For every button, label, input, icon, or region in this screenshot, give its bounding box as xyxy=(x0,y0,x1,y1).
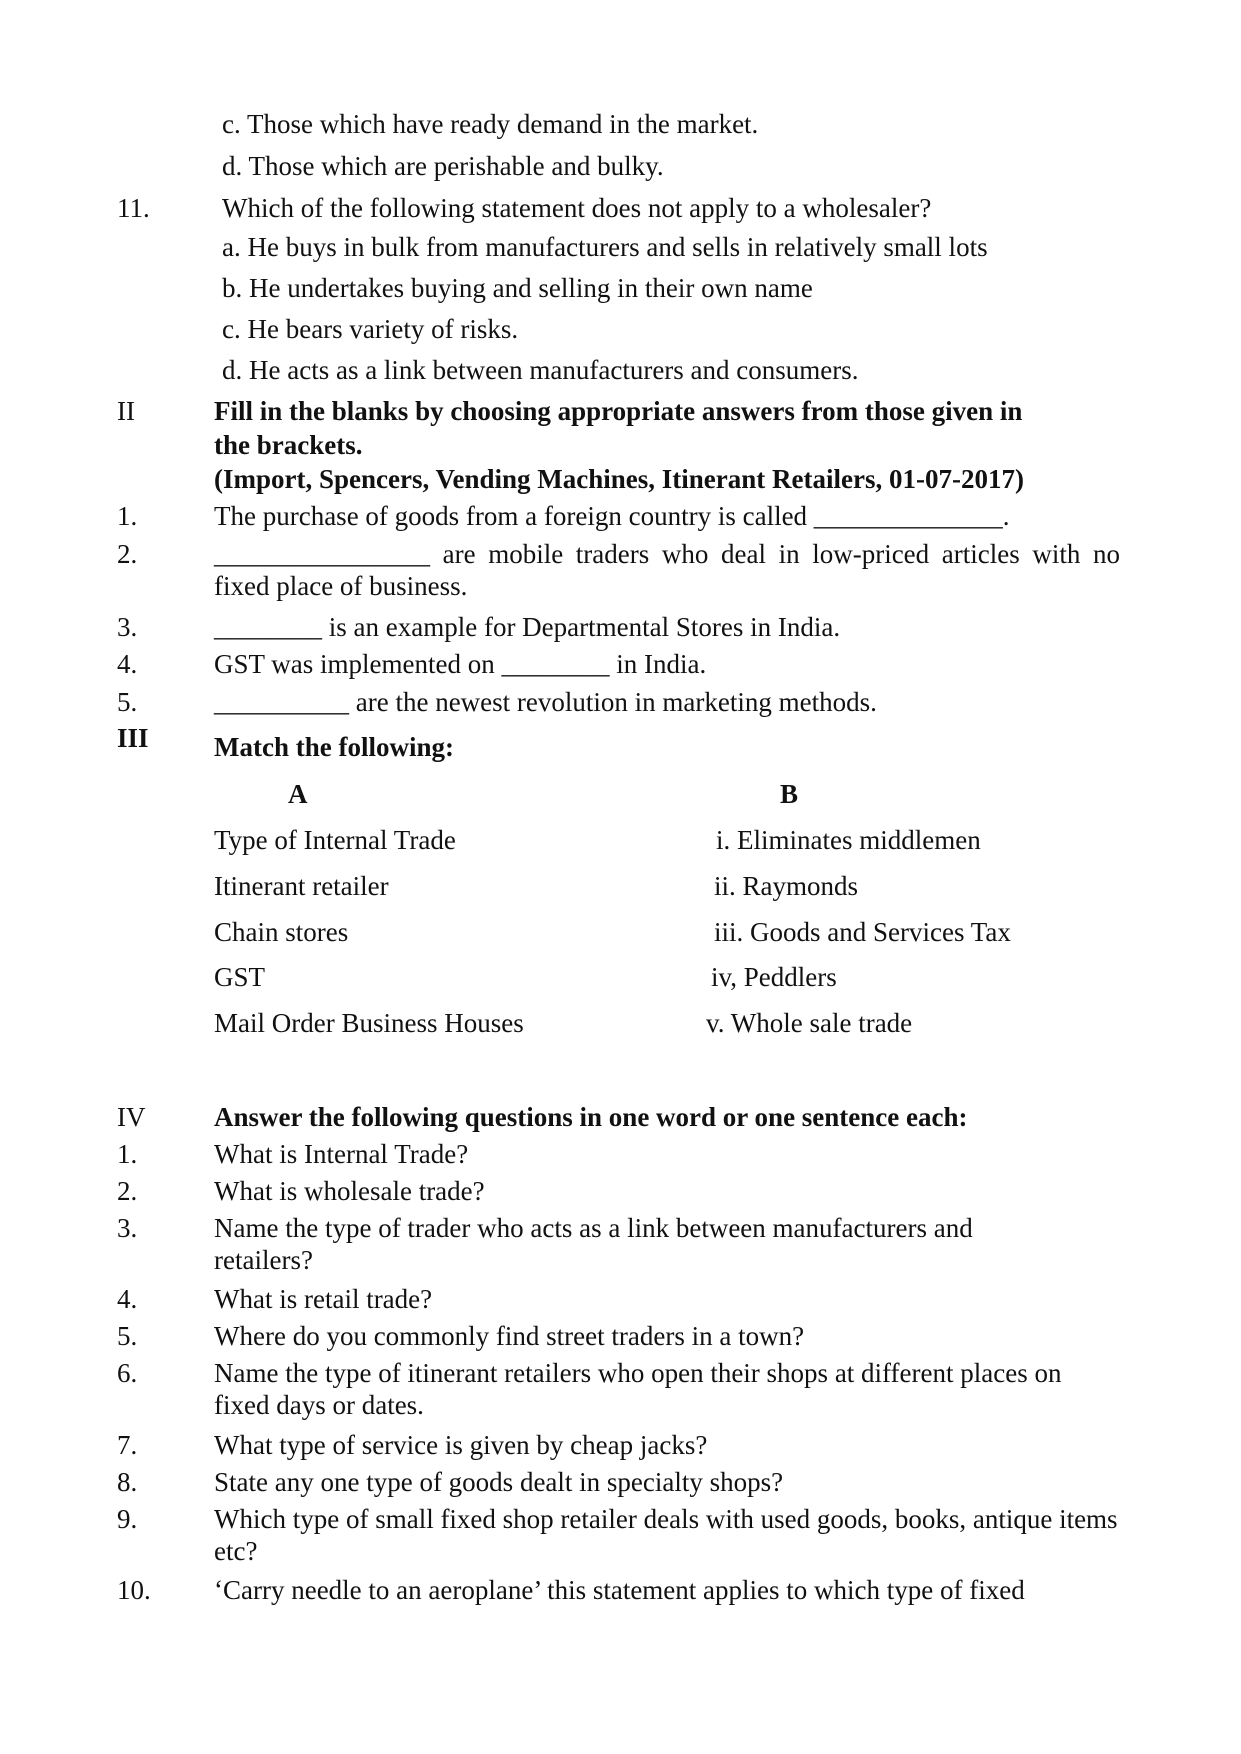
blank-4-number: 4. xyxy=(117,649,138,679)
short-q9-number: 9. xyxy=(117,1504,138,1534)
match-a-4: GST xyxy=(214,962,266,992)
blank-4-text: GST was implemented on ________ in India. xyxy=(214,649,707,679)
short-q6-number: 6. xyxy=(117,1358,138,1388)
short-q10-text: ‘Carry needle to an aeroplane’ this statement applies to which type of fixed xyxy=(214,1575,1025,1605)
short-q6-text: Name the type of itinerant retailers who open their shops at different places on fixed days or dates. xyxy=(214,1358,1062,1420)
section-2-heading-line1: Fill in the blanks by choosing appropriate answers from those given in xyxy=(214,396,1023,426)
section-4-heading: Answer the following questions in one word or one sentence each: xyxy=(214,1102,968,1132)
short-q1-number: 1. xyxy=(117,1139,138,1169)
section-2-number: II xyxy=(117,396,135,426)
blank-5-text: __________ are the newest revolution in marketing methods. xyxy=(214,687,877,717)
blank-5-number: 5. xyxy=(117,687,138,717)
short-q9-text: Which type of small fixed shop retailer deals with used goods, books, antique items etc? xyxy=(214,1504,1118,1566)
short-q5-text: Where do you commonly find street traders in a town? xyxy=(214,1321,805,1351)
short-q8-text: State any one type of goods dealt in specialty shops? xyxy=(214,1467,784,1497)
match-a-5: Mail Order Business Houses xyxy=(214,1008,524,1038)
short-q1-text: What is Internal Trade? xyxy=(214,1139,469,1169)
q11-number: 11. xyxy=(117,193,150,223)
short-q10-number: 10. xyxy=(117,1575,151,1605)
blank-1-number: 1. xyxy=(117,501,138,531)
section-3-heading: Match the following: xyxy=(214,732,454,762)
short-q4-number: 4. xyxy=(117,1284,138,1314)
blank-3-number: 3. xyxy=(117,612,138,642)
match-b-1: i. Eliminates middlemen xyxy=(716,825,981,855)
match-a-1: Type of Internal Trade xyxy=(214,825,456,855)
short-q8-number: 8. xyxy=(117,1467,138,1497)
match-column-a-header: A xyxy=(288,779,308,809)
blank-2-text: ________________ are mobile traders who deal in low-priced articles with no fixed place of business. xyxy=(214,539,1120,601)
match-b-3: iii. Goods and Services Tax xyxy=(714,917,1011,947)
blank-3-text: ________ is an example for Departmental Stores in India. xyxy=(214,612,841,642)
section-4-number: IV xyxy=(117,1102,146,1132)
blank-2-number: 2. xyxy=(117,539,138,569)
short-q2-number: 2. xyxy=(117,1176,138,1206)
short-q7-number: 7. xyxy=(117,1430,138,1460)
section-2-answer-options: (Import, Spencers, Vending Machines, Itinerant Retailers, 01-07-2017) xyxy=(214,464,1024,494)
q10-option-c: c. Those which have ready demand in the market. xyxy=(222,109,759,139)
q11-question: Which of the following statement does not apply to a wholesaler? xyxy=(222,193,932,223)
short-q5-number: 5. xyxy=(117,1321,138,1351)
match-b-5: v. Whole sale trade xyxy=(706,1008,913,1038)
short-q3-number: 3. xyxy=(117,1213,138,1243)
q11-option-a: a. He buys in bulk from manufacturers and sells in relatively small lots xyxy=(222,232,988,262)
q11-option-d: d. He acts as a link between manufacturers and consumers. xyxy=(222,355,859,385)
match-b-4: iv, Peddlers xyxy=(711,962,837,992)
short-q7-text: What type of service is given by cheap jacks? xyxy=(214,1430,708,1460)
q11-option-b: b. He undertakes buying and selling in their own name xyxy=(222,273,813,303)
match-b-2: ii. Raymonds xyxy=(714,871,859,901)
short-q3-text: Name the type of trader who acts as a link between manufacturers and retailers? xyxy=(214,1213,973,1275)
q11-option-c: c. He bears variety of risks. xyxy=(222,314,519,344)
match-a-2: Itinerant retailer xyxy=(214,871,389,901)
q10-option-d: d. Those which are perishable and bulky. xyxy=(222,151,664,181)
section-3-number: III xyxy=(117,723,149,753)
section-2-heading-line2: the brackets. xyxy=(214,430,363,460)
short-q4-text: What is retail trade? xyxy=(214,1284,433,1314)
blank-1-text: The purchase of goods from a foreign country is called ______________. xyxy=(214,501,1010,531)
short-q2-text: What is wholesale trade? xyxy=(214,1176,485,1206)
match-column-b-header: B xyxy=(780,779,799,809)
match-a-3: Chain stores xyxy=(214,917,349,947)
